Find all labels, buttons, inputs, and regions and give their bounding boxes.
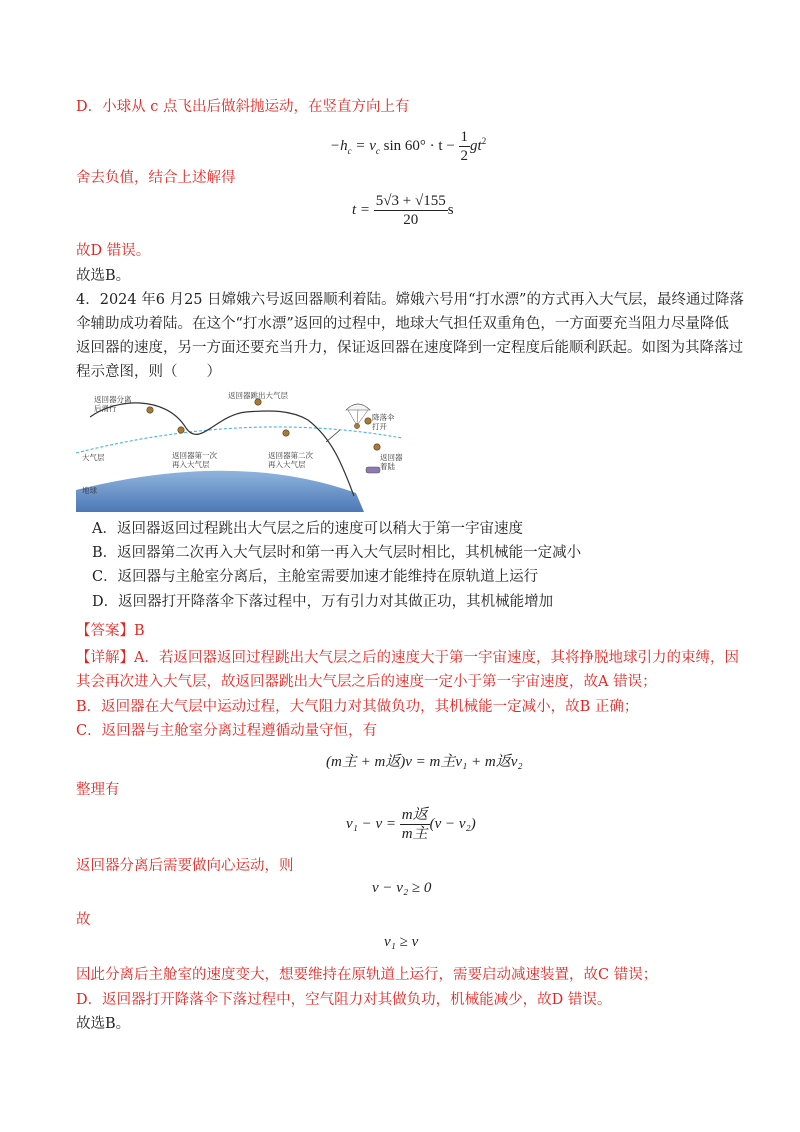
option-c: C．返回器与主舱室分离后，主舱室需要加速才能维持在原轨道上运行 [92, 569, 539, 585]
capsule-descending [374, 444, 380, 450]
label-first-entry-2: 再入大气层 [172, 460, 210, 469]
label-parachute-1: 降落伞 [372, 413, 395, 422]
choose-b-text-top: 故选B。 [76, 268, 131, 284]
c-conclusion: 因此分离后主舱室的速度变大，想要维持在原轨道上运行，需要启动减速装置，故C 错误； [76, 967, 658, 983]
equation-velocity-diff: v₁ − v = $\frac{\text{m返}}{\text{m主}}$ (v − v₂) [346, 807, 476, 842]
equation-conclusion: v₁ ≥ v [384, 934, 419, 950]
detail-c-line: C．返回器与主舱室分离过程遵循动量守恒，有 [76, 723, 378, 739]
landed-capsule [366, 467, 380, 473]
label-separation-2: 后滑行 [94, 404, 117, 413]
option-d-analysis: D．小球从 c 点飞出后做斜抛运动，在竖直方向上有 [76, 99, 410, 115]
separation-line [326, 430, 340, 442]
equation-vertical-motion: $-h_c = v_c$ sin 60° · t − $\frac{1}{2}$ $gt^2$ [330, 129, 487, 164]
therefore-text: 故 [76, 912, 91, 928]
reject-negative-text: 舍去负值，结合上述解得 [76, 170, 236, 186]
equation-momentum: (m主 + m返)v = m主v₁ + m返v₂ [326, 754, 523, 770]
earth-shape [76, 471, 364, 512]
question-line-2: 伞辅助成功着陆。在这个“打水漂”返回的过程中，地球大气担任双重角色，一方面要充当阻力尽量降低 [76, 316, 729, 332]
choose-b-text-bottom: 故选B。 [76, 1016, 131, 1032]
question-line-3: 返回器的速度，另一方面还要充当升力，保证返回器在速度降到一定程度后能顺利跃起。如图为其降落过 [76, 340, 743, 356]
capsule-high [365, 418, 371, 424]
detail-b-line: B．返回器在大气层中运动过程，大气阻力对其做负功，其机械能一定减小，故B 正确； [76, 699, 639, 715]
centripetal-text: 返回器分离后需要做向心运动，则 [76, 858, 294, 874]
detail-line-2: 其会再次进入大气层，故返回器跳出大气层之后的速度一定小于第一宇宙速度，故A 错误； [76, 674, 657, 690]
label-second-entry-1: 返回器第二次 [268, 451, 313, 460]
label-atmosphere: 大气层 [82, 453, 105, 462]
label-landing-2: 着陆 [380, 462, 395, 471]
detail-line-1: 【详解】A．若返回器返回过程跳出大气层之后的速度大于第一宇宙速度，其将挣脱地球引力的束缚，因 [76, 650, 739, 666]
d-detail-line: D．返回器打开降落伞下落过程中，空气阻力对其做负功，机械能减少，故D 错误。 [76, 992, 612, 1008]
option-a: A．返回器返回过程跳出大气层之后的速度可以稍大于第一宇宙速度 [92, 521, 523, 537]
option-d: D．返回器打开降落伞下落过程中，万有引力对其做正功，其机械能增加 [92, 594, 554, 610]
label-skip-out: 返回器跳出大气层 [228, 391, 288, 400]
capsule-first-entry [178, 427, 184, 433]
arrange-text: 整理有 [76, 782, 120, 798]
label-second-entry-2: 再入大气层 [268, 460, 306, 469]
label-landing-1: 返回器 [380, 453, 402, 462]
capsule-second-entry [283, 430, 289, 436]
question-line-4: 程示意图，则（ ） [76, 364, 221, 380]
question-line-1: 4．2024 年6 月25 日嫦娥六号返回器顺利着陆。嫦娥六号用“打水漂”的方式再入大气层，最终通过降落 [76, 292, 744, 308]
option-b: B．返回器第二次再入大气层时和第一再入大气层时相比，其机械能一定减小 [92, 545, 582, 561]
equation-inequality: v − v₂ ≥ 0 [372, 880, 432, 896]
landing-process-diagram [76, 390, 402, 512]
atmosphere-line [76, 427, 402, 453]
parachute-icon [346, 404, 370, 429]
label-first-entry-1: 返回器第一次 [172, 451, 217, 460]
label-parachute-2: 打开 [372, 422, 387, 431]
label-separation-1: 返回器分离 [94, 395, 132, 404]
equation-time: t = $\frac{5√3 + √155}{20}$ s [352, 193, 454, 228]
d-wrong-text: 故D 错误。 [76, 243, 151, 259]
answer-label: 【答案】B [76, 623, 145, 639]
capsule-separation [147, 407, 153, 413]
label-earth: 地球 [82, 486, 97, 495]
